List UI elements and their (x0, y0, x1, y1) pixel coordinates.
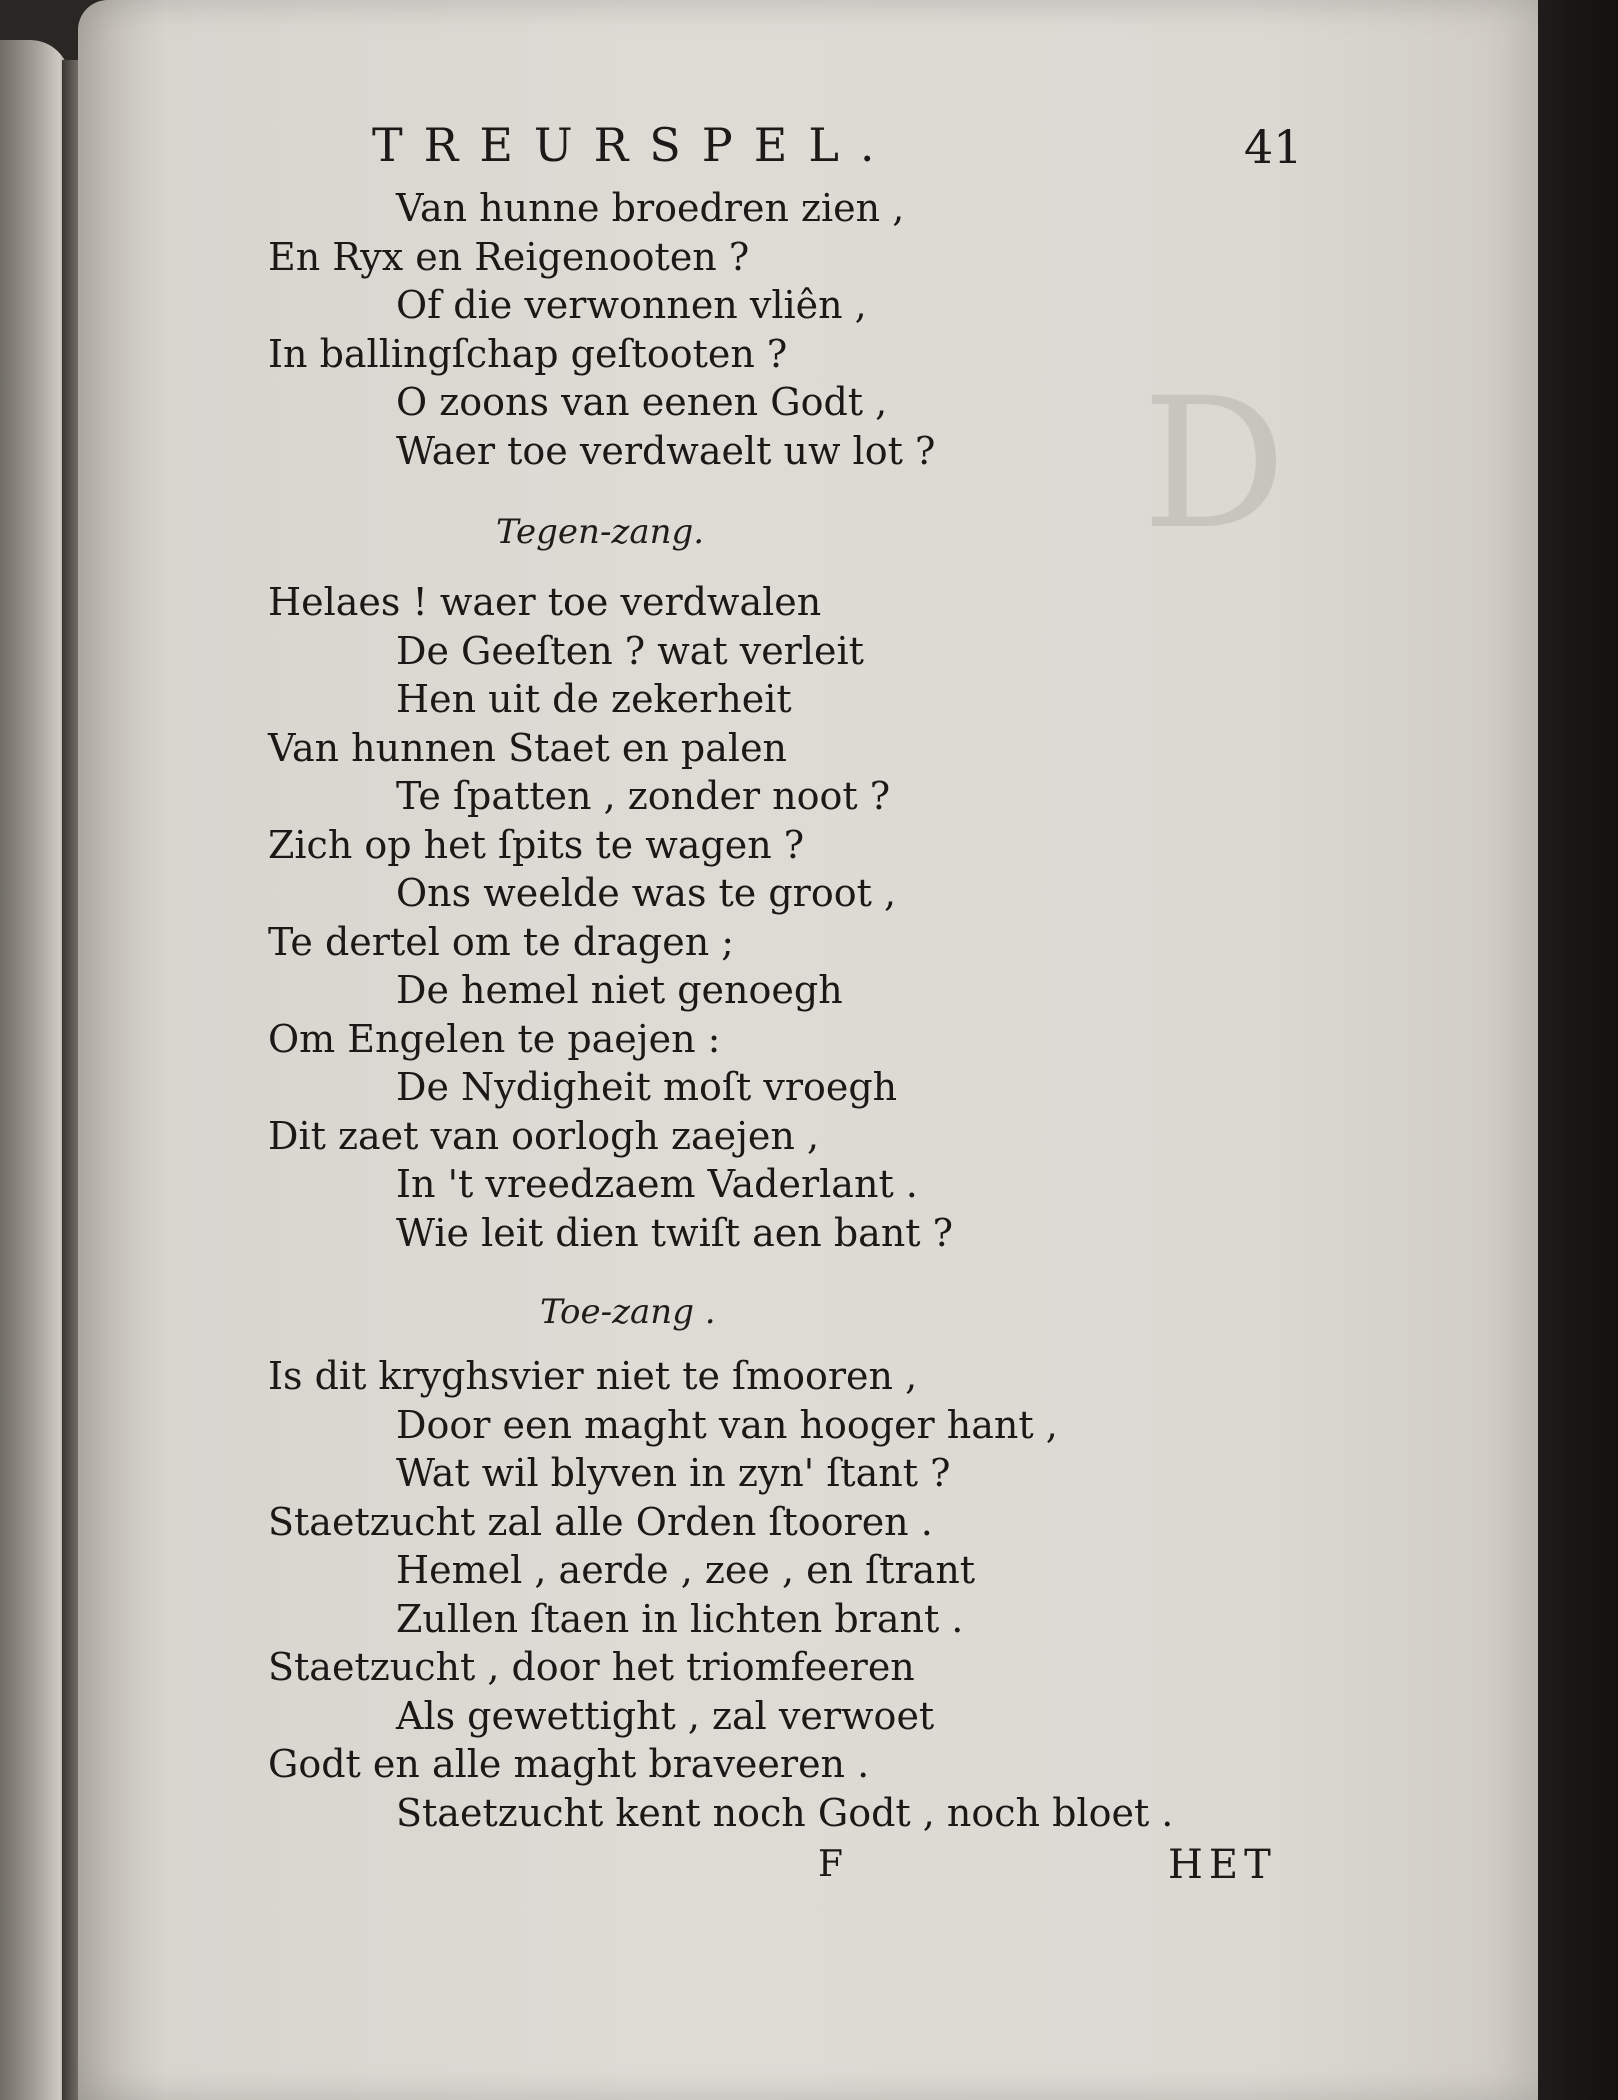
heading-tegen-zang: Tegen-zang. (496, 512, 705, 552)
signature-mark: F (818, 1844, 843, 1885)
verse-line: Door een maght van hooger hant , (396, 1402, 1058, 1447)
verse-line: Zich op het ſpits te wagen ? (268, 822, 805, 867)
verse-line: Godt en alle maght braveeren . (268, 1742, 870, 1786)
verse-line: Helaes ! waer toe verdwalen (268, 580, 822, 624)
verse-line: Wat wil blyven in zyn' ſtant ? (396, 1451, 951, 1495)
running-head: TREURSPEL. (372, 118, 896, 172)
verse-line: Is dit kryghsvier niet te ſmooren , (268, 1354, 918, 1398)
facing-page-edge (0, 40, 70, 2100)
verse-line: Hen uit de zekerheit (396, 677, 792, 721)
verse-line: De Geeſten ? wat verleit (396, 628, 864, 673)
verse-line: Van hunnen Staet en palen (268, 725, 788, 770)
verse-line: O zoons van eenen Godt , (396, 380, 888, 424)
verse-line: Staetzucht zal alle Orden ſtooren . (268, 1499, 933, 1544)
verse-line: Of die verwonnen vliên , (396, 283, 867, 327)
verse-line: Waer toe verdwaelt uw lot ? (396, 428, 936, 473)
verse-line: Van hunne broedren zien , (396, 186, 905, 230)
verse-line: Om Engelen te paejen : (268, 1016, 721, 1061)
verse-line: En Ryx en Reigenooten ? (268, 234, 750, 279)
page-number: 41 (1244, 120, 1303, 174)
catchword: HET (1168, 1842, 1277, 1888)
verse-line: Ons weelde was te groot , (396, 871, 897, 915)
show-through-initial: D (1142, 360, 1287, 569)
verse-line: Te ſpatten , zonder noot ? (396, 774, 891, 818)
verse-line: Hemel , aerde , zee , en ſtrant (396, 1548, 976, 1592)
verse-line: In ballingſchap geſtooten ? (268, 331, 788, 376)
verse-line: Staetzucht , door het triomfeeren (268, 1645, 915, 1689)
verse-line: De Nydigheit moſt vroegh (396, 1065, 898, 1109)
verse-line: Dit zaet van oorlogh zaejen , (268, 1113, 820, 1158)
heading-toe-zang: Toe-zang . (540, 1292, 716, 1332)
verse-line: Staetzucht kent noch Godt , noch bloet . (396, 1790, 1174, 1835)
background-shadow (1538, 0, 1618, 2100)
verse-line: In 't vreedzaem Vaderlant . (396, 1162, 918, 1206)
verse-line: Als gewettight , zal verwoet (396, 1693, 935, 1738)
verse-line: De hemel niet genoegh (396, 968, 843, 1012)
verse-line: Wie leit dien twiſt aen bant ? (396, 1210, 954, 1255)
verse-line: Te dertel om te dragen ; (268, 919, 735, 964)
verse-line: Zullen ſtaen in lichten brant . (396, 1596, 964, 1641)
